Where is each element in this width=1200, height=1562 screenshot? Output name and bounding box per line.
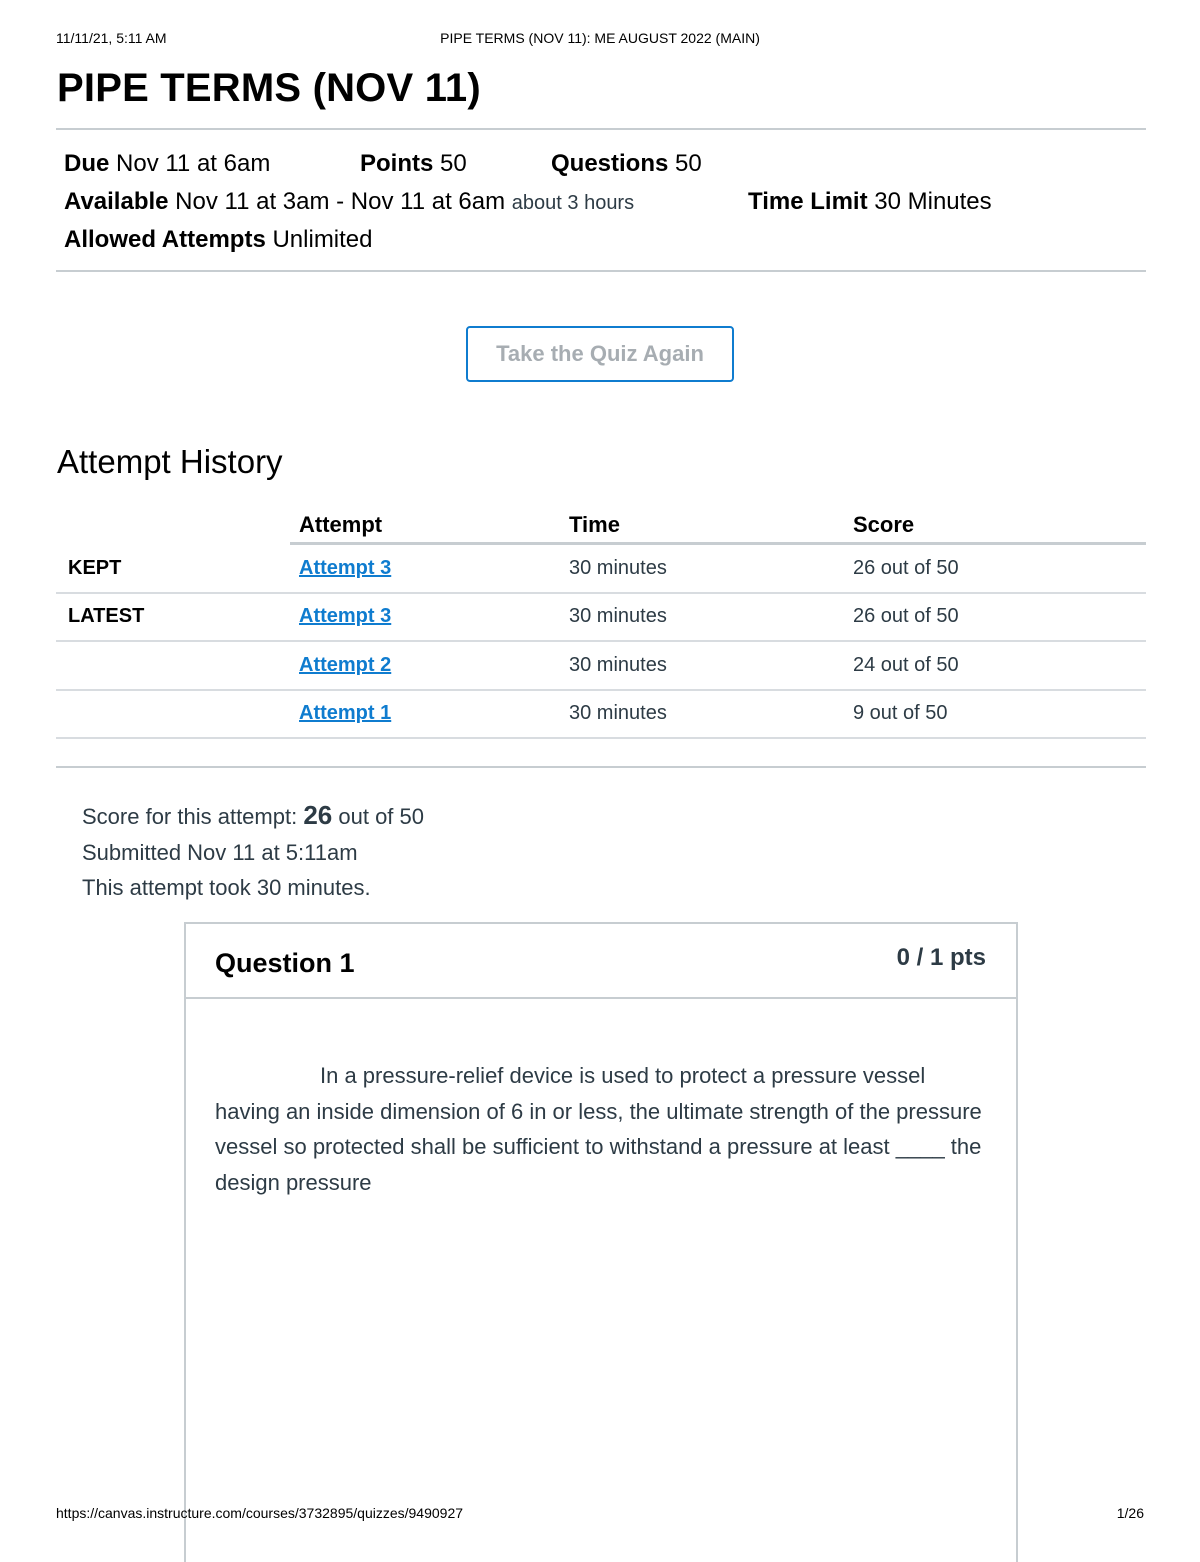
attempt-link[interactable]: Attempt 2 xyxy=(299,654,392,676)
column-header-attempt: Attempt xyxy=(299,512,383,537)
attempt-history-title: Attempt History xyxy=(57,443,283,480)
due-label: Due xyxy=(64,150,110,177)
attempts-info xyxy=(64,226,373,254)
points-info xyxy=(360,150,467,178)
page-title: PIPE TERMS (NOV 11) xyxy=(57,66,481,110)
print-datetime: 11/11/21, 5:11 AM xyxy=(56,30,167,46)
attempt-time: 30 minutes xyxy=(569,702,667,724)
attempt-score-line xyxy=(82,800,424,831)
attempt-link[interactable]: Attempt 3 xyxy=(299,557,392,579)
attempt-score: 24 out of 50 xyxy=(853,654,959,676)
question-text: In a pressure-relief device is used to protect a pressure vessel having an inside dimension of 6 in or less, the ultimate strength of the pressure vessel so protected shall be sufficient to withstand a pressure at least ____ the design pressure xyxy=(215,1063,982,1195)
attempt-time: 30 minutes xyxy=(569,654,667,676)
print-header xyxy=(56,30,1144,48)
attempt-status: KEPT xyxy=(68,557,122,579)
table-header xyxy=(56,500,1146,544)
take-quiz-again-button[interactable]: Take the Quiz Again xyxy=(466,326,734,382)
table-row xyxy=(56,592,1146,642)
available-label: Available xyxy=(64,188,169,215)
points-value: 50 xyxy=(440,150,467,177)
print-document-title: PIPE TERMS (NOV 11): ME AUGUST 2022 (MAIN) xyxy=(440,30,760,46)
print-page-number: 1/26 xyxy=(1116,1505,1144,1521)
attempt-score: 9 out of 50 xyxy=(853,702,948,724)
available-value: Nov 11 at 3am - Nov 11 at 6am xyxy=(175,188,506,215)
questions-label: Questions xyxy=(551,150,669,177)
questions-info xyxy=(551,150,702,178)
available-duration: about 3 hours xyxy=(511,192,635,214)
attempt-score: 26 out of 50 xyxy=(853,605,959,627)
question-title: Question 1 xyxy=(215,948,355,978)
divider xyxy=(56,766,1146,768)
attempt-link[interactable]: Attempt 3 xyxy=(299,605,392,627)
due-info xyxy=(64,150,270,178)
attempt-time: 30 minutes xyxy=(569,557,667,579)
divider xyxy=(56,270,1146,272)
print-footer xyxy=(56,1505,1144,1523)
attempt-time: 30 minutes xyxy=(569,605,667,627)
attempt-score-value: 26 xyxy=(303,800,333,830)
submitted-time: Submitted Nov 11 at 5:11am xyxy=(82,840,358,865)
question-points: 0 / 1 pts xyxy=(896,944,986,971)
question-card xyxy=(184,922,1018,1562)
column-header-time: Time xyxy=(569,512,620,537)
time-limit-value: 30 Minutes xyxy=(874,188,992,215)
column-header-score: Score xyxy=(853,512,915,537)
attempt-duration: This attempt took 30 minutes. xyxy=(82,875,371,900)
question-header xyxy=(186,924,1016,999)
table-row xyxy=(56,641,1146,691)
attempt-score: 26 out of 50 xyxy=(853,557,959,579)
available-info xyxy=(64,188,634,216)
attempt-link[interactable]: Attempt 1 xyxy=(299,702,392,724)
table-row xyxy=(56,689,1146,739)
score-suffix: out of 50 xyxy=(338,804,425,829)
score-prefix: Score for this attempt: xyxy=(82,804,298,829)
divider xyxy=(56,128,1146,130)
table-row xyxy=(56,544,1146,594)
points-label: Points xyxy=(360,150,434,177)
time-limit-label: Time Limit xyxy=(748,188,868,215)
allowed-attempts-value: Unlimited xyxy=(272,226,373,253)
time-limit-info xyxy=(748,188,992,216)
attempt-status: LATEST xyxy=(68,605,145,627)
allowed-attempts-label: Allowed Attempts xyxy=(64,226,266,253)
due-value: Nov 11 at 6am xyxy=(116,150,271,177)
print-url: https://canvas.instructure.com/courses/3732895/quizzes/9490927 xyxy=(56,1505,464,1521)
questions-value: 50 xyxy=(675,150,702,177)
